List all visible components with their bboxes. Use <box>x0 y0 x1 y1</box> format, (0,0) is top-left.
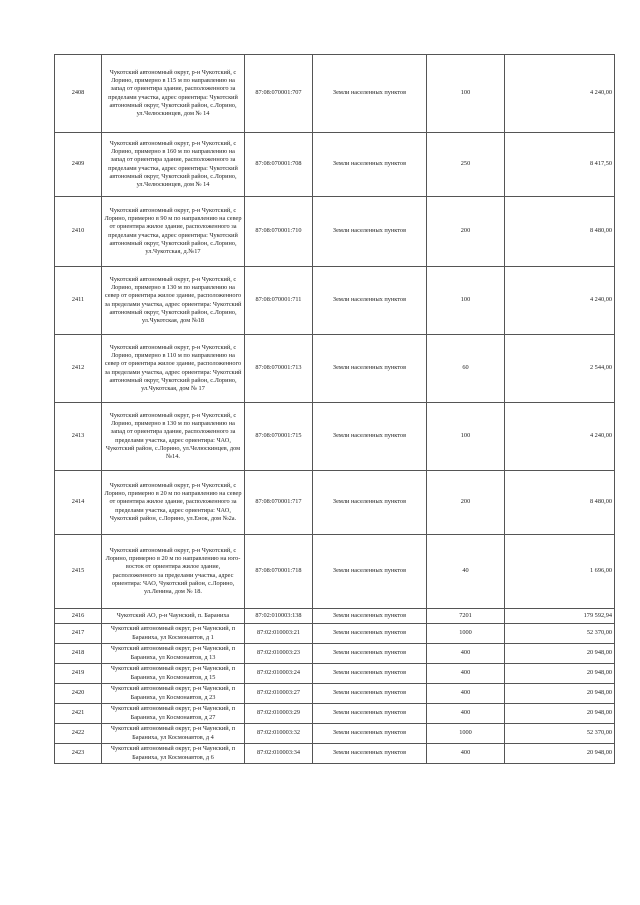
cadastral-cost-cell: 8 480,00 <box>505 471 615 535</box>
land-category-cell: Земли населенных пунктов <box>313 684 427 704</box>
row-number-cell: 2411 <box>55 267 102 335</box>
table-row <box>55 335 615 403</box>
plot-address-cell: Чукотский автономный округ, р-н Чаунский, п Бараниха, ул Космонавтов, д 6 <box>102 744 245 764</box>
table-row <box>55 133 615 197</box>
plot-area-cell: 100 <box>427 267 505 335</box>
land-category-cell: Земли населенных пунктов <box>313 335 427 403</box>
plot-area-cell: 100 <box>427 55 505 133</box>
table-row <box>55 197 615 267</box>
row-number-cell: 2410 <box>55 197 102 267</box>
cadastral-cost-cell: 4 240,00 <box>505 267 615 335</box>
cadastral-number-cell: 87:08:070001:715 <box>245 403 313 471</box>
row-number-cell: 2412 <box>55 335 102 403</box>
land-category-cell: Земли населенных пунктов <box>313 403 427 471</box>
plot-address-cell: Чукотский автономный округ, р-н Чаунский, п Бараниха, ул Космонавтов, д 4 <box>102 724 245 744</box>
land-category-cell: Земли населенных пунктов <box>313 609 427 624</box>
cadastral-cost-cell: 20 948,00 <box>505 704 615 724</box>
plot-address-cell: Чукотский автономный округ, р-н Чукотский, с Лорино, примерно в 160 м по направлению на запад от ориентира здание, расположенного за пределами участка, адрес ориентира: Чукотский автономный округ, Чукотский район, с.Лорино, ул.Челюскинцев, дом № 14 <box>102 133 245 197</box>
cadastral-cost-cell: 20 948,00 <box>505 664 615 684</box>
cadastral-cost-cell: 179 592,94 <box>505 609 615 624</box>
cadastral-cost-cell: 20 948,00 <box>505 644 615 664</box>
plot-address-cell: Чукотский автономный округ, р-н Чукотский, с Лорино, примерно в 20 м по направлению на юго-восток от ориентира жилое здание, расположенного за пределами участка, адрес ориентира: ЧАО, Чукотский район, с.Лорино, ул.Ленина, дом № 18. <box>102 535 245 609</box>
cadastral-cost-cell: 20 948,00 <box>505 744 615 764</box>
plot-area-cell: 400 <box>427 644 505 664</box>
row-number-cell: 2409 <box>55 133 102 197</box>
plot-area-cell: 1000 <box>427 624 505 644</box>
plot-area-cell: 60 <box>427 335 505 403</box>
cadastral-cost-cell: 8 417,50 <box>505 133 615 197</box>
cadastral-cost-cell: 8 480,00 <box>505 197 615 267</box>
cadastral-number-cell: 87:02:010003:138 <box>245 609 313 624</box>
land-category-cell: Земли населенных пунктов <box>313 704 427 724</box>
plot-area-cell: 200 <box>427 197 505 267</box>
land-category-cell: Земли населенных пунктов <box>313 664 427 684</box>
cadastral-number-cell: 87:02:010003:27 <box>245 684 313 704</box>
table-row <box>55 403 615 471</box>
cadastral-number-cell: 87:02:010003:34 <box>245 744 313 764</box>
plot-area-cell: 200 <box>427 471 505 535</box>
row-number-cell: 2417 <box>55 624 102 644</box>
plot-area-cell: 1000 <box>427 724 505 744</box>
cadastral-cost-cell: 4 240,00 <box>505 403 615 471</box>
cadastral-cost-cell: 52 370,00 <box>505 724 615 744</box>
land-plot-table <box>54 54 615 764</box>
plot-address-cell: Чукотский автономный округ, р-н Чукотский, с Лорино, примерно в 90 м по направлению на север от ориентира жилое здание, расположенного за пределами участка, адрес ориентира: Чукотский автономный округ, Чукотский район, с.Лорино, ул.Чукотская, д.№17 <box>102 197 245 267</box>
plot-address-cell: Чукотский автономный округ, р-н Чаунский, п Бараниха, ул Космонавтов, д 13 <box>102 644 245 664</box>
cadastral-number-cell: 87:08:070001:717 <box>245 471 313 535</box>
cadastral-number-cell: 87:02:010003:23 <box>245 644 313 664</box>
plot-address-cell: Чукотский автономный округ, р-н Чукотский, с Лорино, примерно в 20 м по направлению на север от ориентира жилое здание, расположенного за пределами участка, адрес ориентира: ЧАО, Чукотский район, с.Лорино, ул.Енок, дом №2а. <box>102 471 245 535</box>
land-category-cell: Земли населенных пунктов <box>313 535 427 609</box>
land-category-cell: Земли населенных пунктов <box>313 744 427 764</box>
plot-address-cell: Чукотский автономный округ, р-н Чукотский, с Лорино, примерно в 130 м по направлению на север от ориентира жилое здание, расположенного за пределами участка, адрес ориентира: Чукотский автономный округ, Чукотский район, с.Лорино, ул.Чукотская, дом №18 <box>102 267 245 335</box>
plot-area-cell: 400 <box>427 704 505 724</box>
plot-address-cell: Чукотский автономный округ, р-н Чукотский, с Лорино, примерно в 110 м по направлению на север от ориентира жилое здание, расположенного за пределами участка, адрес ориентира: Чукотский автономный округ, Чукотский район, с.Лорино, ул.Чукотская, дом № 17 <box>102 335 245 403</box>
land-category-cell: Земли населенных пунктов <box>313 55 427 133</box>
cadastral-number-cell: 87:08:070001:718 <box>245 535 313 609</box>
land-category-cell: Земли населенных пунктов <box>313 471 427 535</box>
plot-address-cell: Чукотский автономный округ, р-н Чаунский, п Бараниха, ул Космонавтов, д 15 <box>102 664 245 684</box>
cadastral-number-cell: 87:02:010003:29 <box>245 704 313 724</box>
cadastral-number-cell: 87:02:010003:32 <box>245 724 313 744</box>
land-category-cell: Земли населенных пунктов <box>313 644 427 664</box>
plot-address-cell: Чукотский автономный округ, р-н Чаунский, п Бараниха, ул Космонавтов, д 1 <box>102 624 245 644</box>
row-number-cell: 2408 <box>55 55 102 133</box>
table-row <box>55 744 615 764</box>
plot-address-cell: Чукотский автономный округ, р-н Чаунский, п Бараниха, ул Космонавтов, д 23 <box>102 684 245 704</box>
cadastral-number-cell: 87:08:070001:707 <box>245 55 313 133</box>
plot-area-cell: 40 <box>427 535 505 609</box>
row-number-cell: 2413 <box>55 403 102 471</box>
plot-address-cell: Чукотский АО, р-н Чаунский, п. Бараниха <box>102 609 245 624</box>
row-number-cell: 2420 <box>55 684 102 704</box>
plot-address-cell: Чукотский автономный округ, р-н Чукотский, с Лорино, примерно в 130 м по направлению на запад от ориентира здание, расположенного за пределами участка, адрес ориентира: ЧАО, Чукотский район, с.Лорино, ул.Челюскинцев, дом №14. <box>102 403 245 471</box>
land-category-cell: Земли населенных пунктов <box>313 197 427 267</box>
row-number-cell: 2419 <box>55 664 102 684</box>
table-row <box>55 609 615 624</box>
table-row <box>55 704 615 724</box>
cadastral-number-cell: 87:08:070001:711 <box>245 267 313 335</box>
plot-area-cell: 400 <box>427 744 505 764</box>
row-number-cell: 2421 <box>55 704 102 724</box>
land-category-cell: Земли населенных пунктов <box>313 133 427 197</box>
cadastral-cost-cell: 1 696,00 <box>505 535 615 609</box>
cadastral-number-cell: 87:08:070001:710 <box>245 197 313 267</box>
table-row <box>55 624 615 644</box>
plot-address-cell: Чукотский автономный округ, р-н Чукотский, с Лорино, примерно в 115 м по направлению на запад от ориентира здание, расположенного за пределами участка, адрес ориентира: Чукотский автономный округ, Чукотский район, с.Лорино, ул.Челюскинцев, дом № 14 <box>102 55 245 133</box>
table-row <box>55 471 615 535</box>
cadastral-number-cell: 87:08:070001:708 <box>245 133 313 197</box>
row-number-cell: 2423 <box>55 744 102 764</box>
table-row <box>55 684 615 704</box>
row-number-cell: 2418 <box>55 644 102 664</box>
row-number-cell: 2422 <box>55 724 102 744</box>
plot-area-cell: 400 <box>427 684 505 704</box>
table-row <box>55 664 615 684</box>
land-category-cell: Земли населенных пунктов <box>313 624 427 644</box>
plot-address-cell: Чукотский автономный округ, р-н Чаунский, п Бараниха, ул Космонавтов, д 27 <box>102 704 245 724</box>
table-body <box>55 55 615 764</box>
plot-area-cell: 250 <box>427 133 505 197</box>
row-number-cell: 2414 <box>55 471 102 535</box>
table-row <box>55 644 615 664</box>
table-row <box>55 55 615 133</box>
table-row <box>55 724 615 744</box>
land-category-cell: Земли населенных пунктов <box>313 267 427 335</box>
cadastral-cost-cell: 4 240,00 <box>505 55 615 133</box>
cadastral-number-cell: 87:02:010003:21 <box>245 624 313 644</box>
cadastral-cost-cell: 2 544,00 <box>505 335 615 403</box>
cadastral-number-cell: 87:08:070001:713 <box>245 335 313 403</box>
plot-area-cell: 7201 <box>427 609 505 624</box>
row-number-cell: 2415 <box>55 535 102 609</box>
table-row <box>55 535 615 609</box>
cadastral-cost-cell: 20 948,00 <box>505 684 615 704</box>
cadastral-cost-cell: 52 370,00 <box>505 624 615 644</box>
plot-area-cell: 400 <box>427 664 505 684</box>
table-row <box>55 267 615 335</box>
plot-area-cell: 100 <box>427 403 505 471</box>
row-number-cell: 2416 <box>55 609 102 624</box>
land-category-cell: Земли населенных пунктов <box>313 724 427 744</box>
cadastral-number-cell: 87:02:010003:24 <box>245 664 313 684</box>
